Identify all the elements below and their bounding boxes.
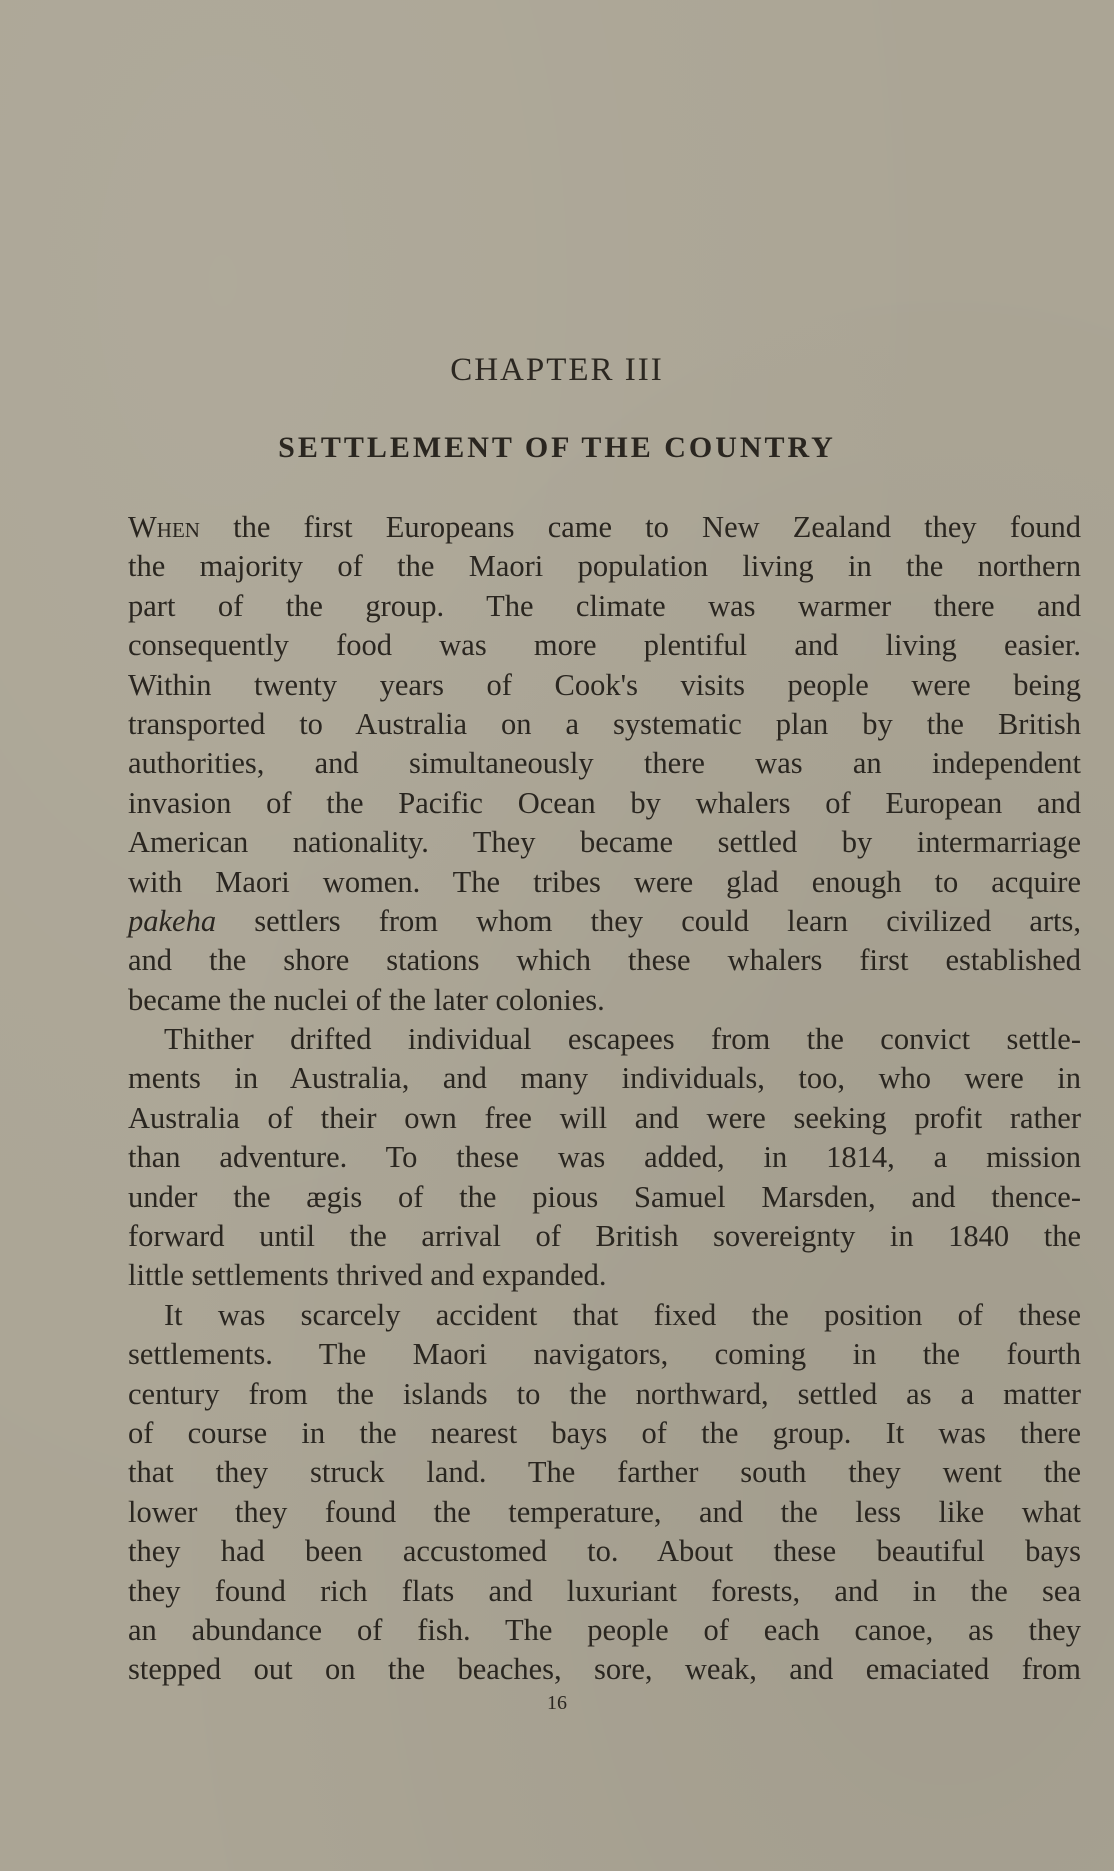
paragraph	[128, 1296, 1081, 1690]
text-line: invasion of the Pacific Ocean by whalers of European and	[128, 785, 1081, 820]
chapter-label: CHAPTER III	[450, 352, 664, 388]
italic-word: pakeha	[128, 903, 217, 938]
text-line: forward until the arrival of British sovereignty in 1840 the	[128, 1219, 1081, 1254]
text-line: little settlements thrived and expanded.	[128, 1258, 607, 1293]
text-line: than adventure. To these was added, in 1814, a mission	[128, 1140, 1081, 1175]
text-line: When the first Europeans came to New Zealand they found	[128, 510, 1081, 544]
text-line: pakeha settlers from whom they could learn civilized arts,	[128, 903, 1081, 938]
text-line: lower they found the temperature, and the less like what	[128, 1494, 1081, 1529]
text-line: century from the islands to the northward, settled as a matter	[128, 1376, 1081, 1411]
text-line: became the nuclei of the later colonies.	[128, 982, 605, 1017]
text-line: It was scarcely accident that fixed the position of these	[164, 1297, 1081, 1332]
text-line: they found rich flats and luxuriant forests, and in the sea	[128, 1573, 1081, 1608]
page-number: 16	[547, 1692, 567, 1714]
text-line: of course in the nearest bays of the group. It was there	[128, 1415, 1081, 1450]
text-line: part of the group. The climate was warmer there and	[128, 588, 1081, 623]
text-line: American nationality. They became settled by intermarriage	[128, 825, 1081, 860]
lead-word: When	[128, 510, 200, 544]
text-line: settlements. The Maori navigators, coming in the fourth	[128, 1337, 1081, 1372]
text-line: the majority of the Maori population living in the northern	[128, 549, 1081, 584]
text-line: that they struck land. The farther south they went the	[128, 1455, 1081, 1490]
paragraph	[128, 1020, 1081, 1296]
text-line: stepped out on the beaches, sore, weak, and emaciated from	[128, 1652, 1081, 1687]
paragraph	[128, 508, 1081, 1020]
text-line: they had been accustomed to. About these beautiful bays	[128, 1534, 1081, 1569]
body-text	[128, 508, 1081, 1690]
text-line: Australia of their own free will and were seeking profit rather	[128, 1100, 1081, 1135]
chapter-title: SETTLEMENT OF THE COUNTRY	[278, 431, 836, 464]
text-line: Within twenty years of Cook's visits people were being	[128, 667, 1081, 702]
text-line: an abundance of fish. The people of each canoe, as they	[128, 1612, 1081, 1647]
text-line: Thither drifted individual escapees from the convict settle-	[164, 1022, 1081, 1057]
text-line: transported to Australia on a systematic plan by the British	[128, 706, 1081, 741]
text-line: with Maori women. The tribes were glad enough to acquire	[128, 864, 1081, 899]
text-line: consequently food was more plentiful and living easier.	[128, 628, 1081, 663]
text-line: under the ægis of the pious Samuel Marsden, and thence-	[128, 1179, 1081, 1214]
text-line: ments in Australia, and many individuals, too, who were in	[128, 1061, 1081, 1096]
text-line: and the shore stations which these whalers first established	[128, 943, 1081, 978]
text-line: authorities, and simultaneously there was an independent	[128, 746, 1081, 781]
